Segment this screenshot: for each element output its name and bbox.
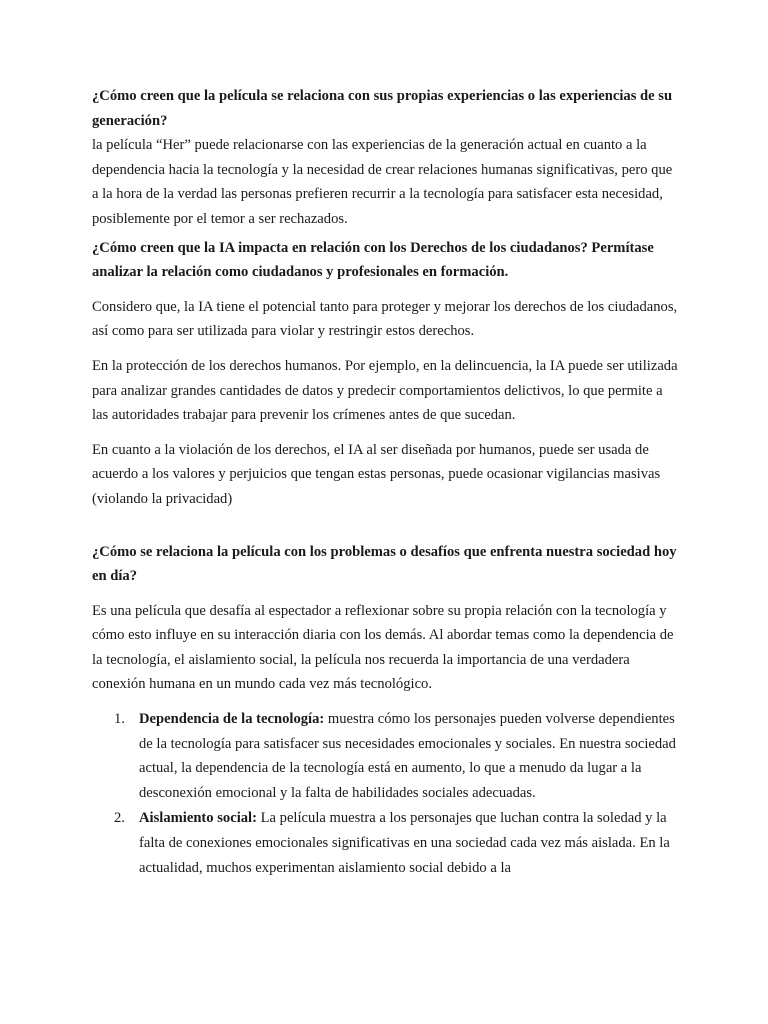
spacer	[92, 344, 682, 354]
list-item-number: 2.	[114, 810, 125, 827]
list-item-text: muestra cómo los personajes pueden volverse dependientes de la tecnología para satisfacer sus necesidades emocionales y sociales. En nuestra sociedad actual, la dependencia de la tecnología está en aumento, lo que a menudo da lugar a la desconexión emocional y la falta de habilidades sociales adecuadas.	[139, 711, 676, 801]
list-item	[92, 806, 682, 880]
list-item-term: Aislamiento social:	[139, 810, 257, 827]
question-2: ¿Cómo creen que la IA impacta en relación con los Derechos de los ciudadanos? Permítase analizar la relación como ciudadanos y profesionales en formación.	[92, 239, 654, 281]
question-1: ¿Cómo creen que la película se relaciona con sus propias experiencias o las experiencias de su generación?	[92, 88, 673, 129]
answer-3: Es una película que desafía al espectador a reflexionar sobre su propia relación con la tecnología y cómo esto influye en su interacción diaria con los demás. Al abordar temas como la dependencia de la tecnología, el aislamiento social, la película nos recuerda la importancia de una verdadera conexión humana en un mundo cada vez más tecnológico.	[92, 602, 674, 693]
document-body	[92, 84, 682, 881]
list-item-number: 1.	[114, 711, 125, 728]
spacer	[92, 428, 682, 438]
spacer	[92, 589, 682, 599]
spacer	[92, 285, 682, 295]
question-3: ¿Cómo se relaciona la película con los problemas o desafíos que enfrenta nuestra sociedad hoy en día?	[92, 543, 677, 585]
list-item	[92, 707, 682, 805]
answer-2-paragraph-3: En cuanto a la violación de los derechos, el IA al ser diseñada por humanos, puede ser usada de acuerdo a los valores y perjuicios que tengan estas personas, puede ocasionar vigilancias masivas (violando la privacidad)	[92, 441, 661, 507]
list-item-term: Dependencia de la tecnología:	[139, 711, 325, 728]
list-item-text: La película muestra a los personajes que luchan contra la soledad y la falta de conexiones emocionales significativas en una sociedad cada vez más aislada. En la actualidad, muchos experimentan aislamiento social debido a la	[139, 810, 670, 876]
numbered-list	[92, 707, 682, 880]
answer-1: la película “Her” puede relacionarse con las experiencias de la generación actual en cuanto a la dependencia hacia la tecnología y la necesidad de crear relaciones humanas significativas, pero que a la hora de la verdad las personas prefieren recurrir a la tecnología para satisfacer esta necesidad, posiblemente por el temor a ser rechazados.	[92, 137, 673, 227]
answer-2-paragraph-1: Considero que, la IA tiene el potencial tanto para proteger y mejorar los derechos de los ciudadanos, así como para ser utilizada para violar y restringir estos derechos.	[92, 298, 678, 340]
answer-2-paragraph-2: En la protección de los derechos humanos. Por ejemplo, en la delincuencia, la IA puede ser utilizada para analizar grandes cantidades de datos y predecir comportamientos delictivos, lo que permite a las autoridades trabajar para prevenir los crímenes antes de que sucedan.	[92, 357, 678, 424]
spacer	[92, 512, 682, 540]
